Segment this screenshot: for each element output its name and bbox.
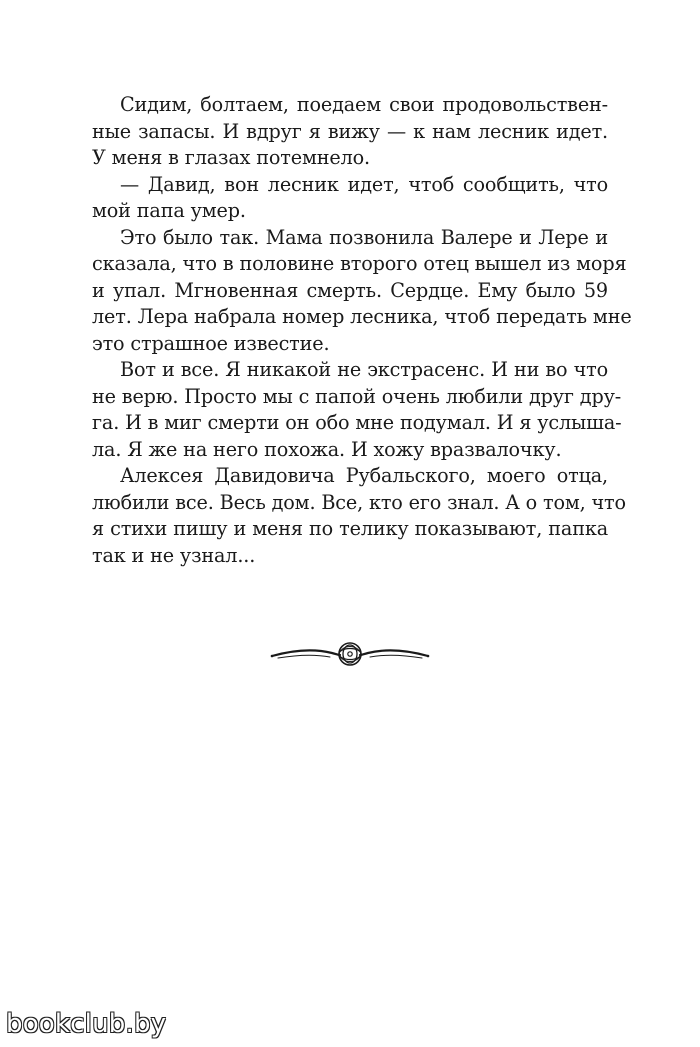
text-line: сказала, что в половине второго отец вышел из моря xyxy=(92,252,627,275)
text-line: лет. Лера набрала номер лесника, чтоб передать мне xyxy=(92,305,632,328)
page-text xyxy=(92,92,632,569)
text-line: я стихи пишу и меня по телику показывают, папка xyxy=(92,517,608,540)
text-line: мой папа умер. xyxy=(92,199,246,222)
text-line: У меня в глазах потемнело. xyxy=(92,146,370,169)
watermark-bookclub: bookclub.by xyxy=(6,1009,167,1039)
text-line: — Давид, вон лесник идет, чтоб сообщить, что xyxy=(120,172,608,196)
text-line: не верю. Просто мы с папой очень любили друг дру- xyxy=(92,384,622,408)
text-line: это страшное известие. xyxy=(92,331,330,355)
text-line: так и не узнал... xyxy=(92,543,256,567)
text-line: Алексея Давидовича Рубальского, моего отца, xyxy=(120,464,608,487)
text-line: ные запасы. И вдруг я вижу — к нам лесник идет. xyxy=(92,119,608,143)
text-line: Это было так. Мама позвонила Валере и Лере и xyxy=(120,225,608,249)
text-line: Вот и все. Я никакой не экстрасенс. И ни во что xyxy=(120,358,608,381)
text-line: и упал. Мгновенная смерть. Сердце. Ему было 59 xyxy=(92,278,608,302)
text-line: ла. Я же на него похожа. И хожу вразвалочку. xyxy=(92,437,562,461)
text-line: га. И в миг смерти он обо мне подумал. И я услыша- xyxy=(92,411,622,434)
text-line: Сидим, болтаем, поедаем свои продовольствен- xyxy=(120,93,608,116)
text-line: любили все. Весь дом. Все, кто его знал. А о том, что xyxy=(92,490,626,514)
flourish-divider-icon xyxy=(270,634,430,674)
